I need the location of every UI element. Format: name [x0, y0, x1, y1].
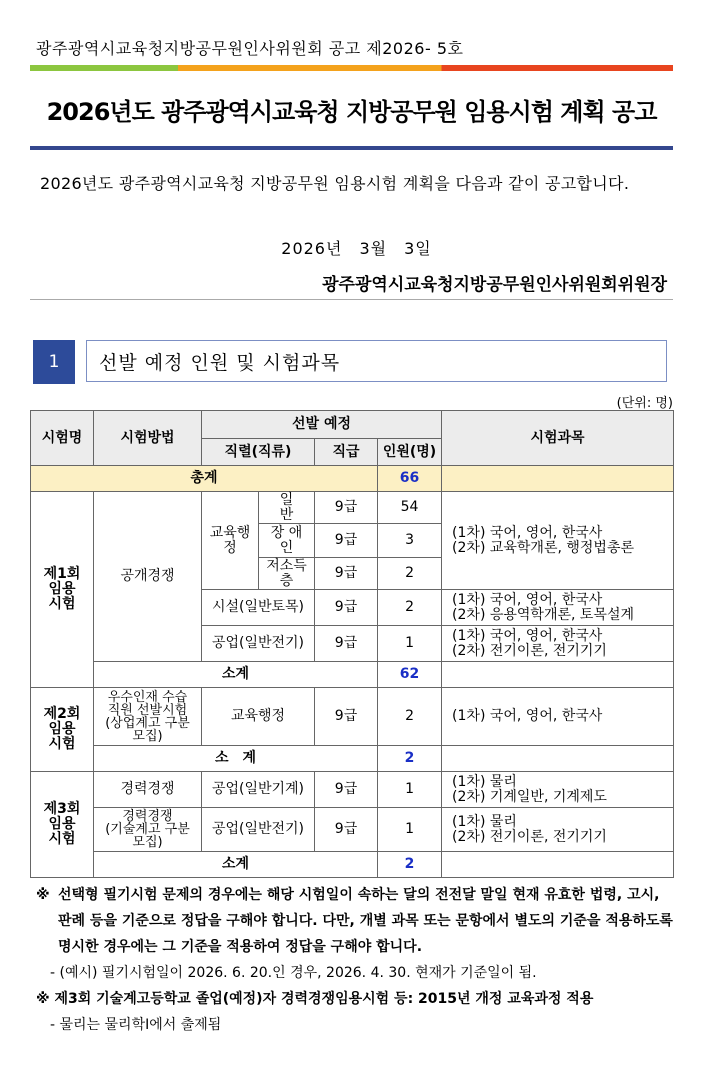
exam1-eng-count: 1: [378, 626, 442, 662]
header-grade: 직급: [315, 439, 378, 466]
exam2-subjects: (1차) 국어, 영어, 한국사: [442, 688, 674, 746]
exam2-grade: 9급: [315, 688, 378, 746]
exam3-subtotal-value: 2: [378, 852, 442, 878]
section-number: 1: [33, 340, 75, 384]
notes: [36, 882, 676, 1038]
exam3-name: 제3회 임용 시험: [31, 772, 94, 878]
exam1-count: 2: [378, 558, 442, 590]
exam1-count: 54: [378, 492, 442, 524]
subtotal-empty: [442, 852, 674, 878]
title-underline: [30, 146, 673, 150]
table-row: [31, 808, 674, 852]
signer: 광주광역시교육청지방공무원인사위원회위원장: [322, 275, 667, 295]
notice-date: 2026년 3월 3일: [281, 239, 432, 258]
header-subjects: 시험과목: [442, 411, 674, 466]
header-series: 직렬(직류): [202, 439, 315, 466]
table-row: [31, 492, 674, 524]
note-1-example: - (예시) 필기시험일이 2026. 6. 20.인 경우, 2026. 4. 30. 현재가 기준일이 됨.: [50, 965, 537, 981]
exam3-grade: 9급: [315, 772, 378, 808]
notice-number: 광주광역시교육청지방공무원인사위원회 공고 제2026- 5호: [36, 39, 464, 58]
note-2: ※ 제3회 기술계고등학교 졸업(예정)자 경력경쟁임용시험 등: 2015년 개정 교육과정 적용: [36, 991, 594, 1007]
exam1-name: 제1회 임용 시험: [31, 492, 94, 688]
exam1-grade: 9급: [315, 492, 378, 524]
subtotal-row: [31, 746, 674, 772]
exam2-series: 교육행정: [202, 688, 315, 746]
exam1-eng-subjects: (1차) 국어, 영어, 한국사 (2차) 전기이론, 전기기기: [442, 626, 674, 662]
exam1-grade: 9급: [315, 524, 378, 558]
note-1-text: 선택형 필기시험 문제의 경우에는 해당 시험일이 속하는 달의 전전달 말일 현재 유효한 법령, 고시, 판례 등을 기준으로 정답을 구해야 합니다. 다만, 개별 과목 또는 문항에서 별도의 기준을 적용하도록 명시한 경우에는 그 기준을 적용하여 정답을 구해야 합니다.: [58, 887, 673, 955]
exam1-sub-general: 일 반: [259, 492, 315, 524]
table-row: [31, 688, 674, 746]
exam2-name: 제2회 임용 시험: [31, 688, 94, 772]
divider: [30, 299, 673, 300]
exam1-sub-lowincome: 저소득 층: [259, 558, 315, 590]
exam2-count: 2: [378, 688, 442, 746]
exam3-method: 경력경쟁 (기술계고 구분 모집): [94, 808, 202, 852]
exam1-facility-subjects: (1차) 국어, 영어, 한국사 (2차) 응용역학개론, 토목설계: [442, 590, 674, 626]
exam2-subtotal-label: 소 계: [94, 746, 378, 772]
header-exam: 시험명: [31, 411, 94, 466]
note-1-mark: ※: [36, 887, 50, 903]
subtotal-empty: [442, 662, 674, 688]
exam3-count: 1: [378, 772, 442, 808]
exam1-edu-subjects: (1차) 국어, 영어, 한국사 (2차) 교육학개론, 행정법총론: [442, 492, 674, 590]
exam1-facility-count: 2: [378, 590, 442, 626]
exam3-series: 공업(일반기계): [202, 772, 315, 808]
table-header-row: [31, 411, 674, 439]
exam2-subtotal-value: 2: [378, 746, 442, 772]
exam-table: [30, 410, 674, 878]
total-row: [31, 466, 674, 492]
unit-label: (단위: 명): [616, 396, 673, 411]
exam3-method: 경력경쟁: [94, 772, 202, 808]
exam1-sub-disabled: 장 애 인: [259, 524, 315, 558]
intro-text: 2026년도 광주광역시교육청 지방공무원 임용시험 계획을 다음과 같이 공고합니다.: [40, 174, 630, 193]
exam1-subtotal-value: 62: [378, 662, 442, 688]
exam1-method: 공개경쟁: [94, 492, 202, 662]
header-method: 시험방법: [94, 411, 202, 466]
exam3-series: 공업(일반전기): [202, 808, 315, 852]
section-title: 선발 예정 인원 및 시험과목: [86, 340, 667, 382]
note-2-sub: - 물리는 물리학Ⅰ에서 출제됨: [50, 1017, 222, 1033]
exam1-eng-grade: 9급: [315, 626, 378, 662]
exam3-subjects: (1차) 물리 (2차) 전기이론, 전기기기: [442, 808, 674, 852]
subtotal-row: [31, 662, 674, 688]
exam3-subtotal-label: 소계: [94, 852, 378, 878]
exam3-grade: 9급: [315, 808, 378, 852]
header-count: 인원(명): [378, 439, 442, 466]
header-selection: 선발 예정: [202, 411, 442, 439]
exam1-facility-series: 시설(일반토목): [202, 590, 315, 626]
total-value: 66: [378, 466, 442, 492]
note-1: [36, 882, 676, 960]
exam1-eng-series: 공업(일반전기): [202, 626, 315, 662]
color-stripe: [30, 65, 673, 71]
exam2-method: 우수인재 수습 직원 선발시험 (상업계고 구분 모집): [94, 688, 202, 746]
exam3-count: 1: [378, 808, 442, 852]
exam1-edu-admin: 교육행 정: [202, 492, 259, 590]
subtotal-empty: [442, 746, 674, 772]
exam1-subtotal-label: 소계: [94, 662, 378, 688]
total-subjects-empty: [442, 466, 674, 492]
page-title: 2026년도 광주광역시교육청 지방공무원 임용시험 계획 공고: [46, 98, 657, 126]
exam1-grade: 9급: [315, 558, 378, 590]
subtotal-row: [31, 852, 674, 878]
exam1-count: 3: [378, 524, 442, 558]
table-row: [31, 772, 674, 808]
exam3-subjects: (1차) 물리 (2차) 기계일반, 기계제도: [442, 772, 674, 808]
total-label: 총계: [31, 466, 378, 492]
exam1-facility-grade: 9급: [315, 590, 378, 626]
